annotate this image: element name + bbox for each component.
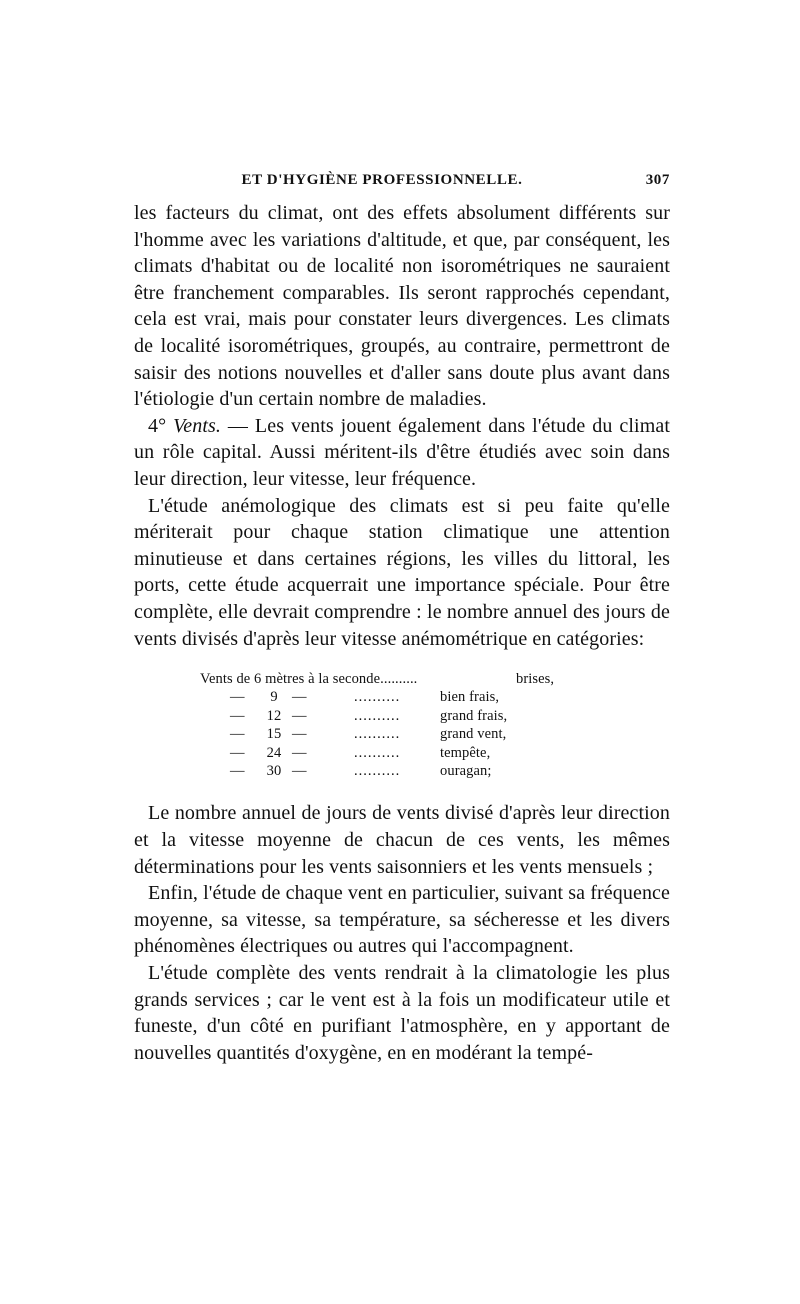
paragraph-intro: L'étude anémologique des climats est si peu faite qu'elle mériterait pour chaque station climatique une attention minutieuse et dans certaines régions, les villes du littoral, les ports, cette étude acquerrait une importance spéciale. Pour être complète, elle devrait comprendre : le nombre annuel des jours de vents divisés d'après leur vitesse anémométrique en catégories:	[134, 494, 670, 650]
table-row	[134, 688, 670, 706]
table-row-dash: —	[230, 707, 245, 724]
section-number: 4°	[148, 414, 167, 437]
table-row-category: grand vent,	[440, 726, 507, 743]
table-row-dash: —	[292, 707, 307, 724]
table-row	[134, 725, 670, 743]
table-row-category: bien frais,	[440, 689, 500, 706]
table-row-leader-dots: ..........	[354, 744, 401, 761]
table-row-speed: 12	[266, 707, 282, 724]
table-row-speed: 15	[266, 726, 282, 743]
paragraph-direction: Le nombre annuel de jours de vents divisé d'après leur direction et la vitesse moyenne de chacun de ces vents, les mêmes déterminations pour les vents saisonniers et les vents mensuels ;	[134, 802, 670, 878]
table-row-category: grand frais,	[440, 707, 508, 724]
table-row-leader-dots: ..........	[354, 707, 401, 724]
table-row	[134, 762, 670, 780]
body-text	[134, 200, 670, 1066]
table-row-lead: Vents de 6 mètres à la seconde..........	[200, 671, 418, 688]
table-row-dash: —	[230, 689, 245, 706]
table-row-speed: 9	[270, 689, 278, 706]
table-row-dash: —	[292, 763, 307, 780]
book-page	[134, 172, 670, 1066]
table-row-dash: —	[230, 744, 245, 761]
table-row-speed: 30	[266, 763, 282, 780]
paragraph-conclusion: L'étude complète des vents rendrait à la climatologie les plus grands services ; car le vent est à la fois un modificateur utile et funeste, d'un côté en purifiant l'atmosphère, en y apportant de nouvelles quantités d'oxygène, en en modérant la tempé-	[134, 962, 670, 1064]
section-paragraph-vents	[134, 413, 670, 493]
table-row	[134, 670, 670, 688]
table-row-dash: —	[230, 726, 245, 743]
table-row-speed: 24	[266, 744, 282, 761]
table-row-leader-dots: ..........	[354, 726, 401, 743]
wind-category-table	[134, 670, 670, 780]
table-row-leader-dots: ..........	[354, 689, 401, 706]
paragraph-continuation: les facteurs du climat, ont des effets absolument différents sur l'homme avec les variations d'altitude, et que, par conséquent, les climats d'habitat ou de localité non isorométriques ne sauraient être franchement comparables. Ils seront rapprochés cependant, cela est vrai, mais pour constater leurs divergences. Les climats de localité isorométriques, groupés, au contraire, permettront de saisir des notions nouvelles et d'aller sans doute plus avant dans l'étiologie d'un certain nombre de maladies.	[134, 202, 670, 411]
table-row-dash: —	[292, 689, 307, 706]
table-row-category: tempête,	[440, 744, 491, 761]
running-title: ET D'HYGIÈNE PROFESSIONNELLE.	[241, 172, 523, 188]
paragraph-each-wind: Enfin, l'étude de chaque vent en particulier, suivant sa fréquence moyenne, sa vitesse, sa température, sa sécheresse et les divers phénomènes électriques ou autres qui l'accompagnent.	[134, 882, 670, 958]
table-row-category: brises,	[516, 671, 555, 688]
page-number: 307	[645, 172, 670, 188]
table-row-dash: —	[292, 726, 307, 743]
section-heading: Vents.	[173, 414, 221, 437]
table-row-category: ouragan;	[440, 763, 492, 780]
table-row	[134, 744, 670, 762]
table-row	[134, 707, 670, 725]
section-text: — Les vents jouent également dans l'étude du climat un rôle capital. Aussi méritent-ils d'être étudiés avec soin dans leur direction, leur vitesse, leur fréquence.	[134, 414, 670, 490]
table-row-leader-dots: ..........	[354, 763, 401, 780]
running-head	[134, 172, 670, 196]
table-row-dash: —	[292, 744, 307, 761]
table-row-dash: —	[230, 763, 245, 780]
